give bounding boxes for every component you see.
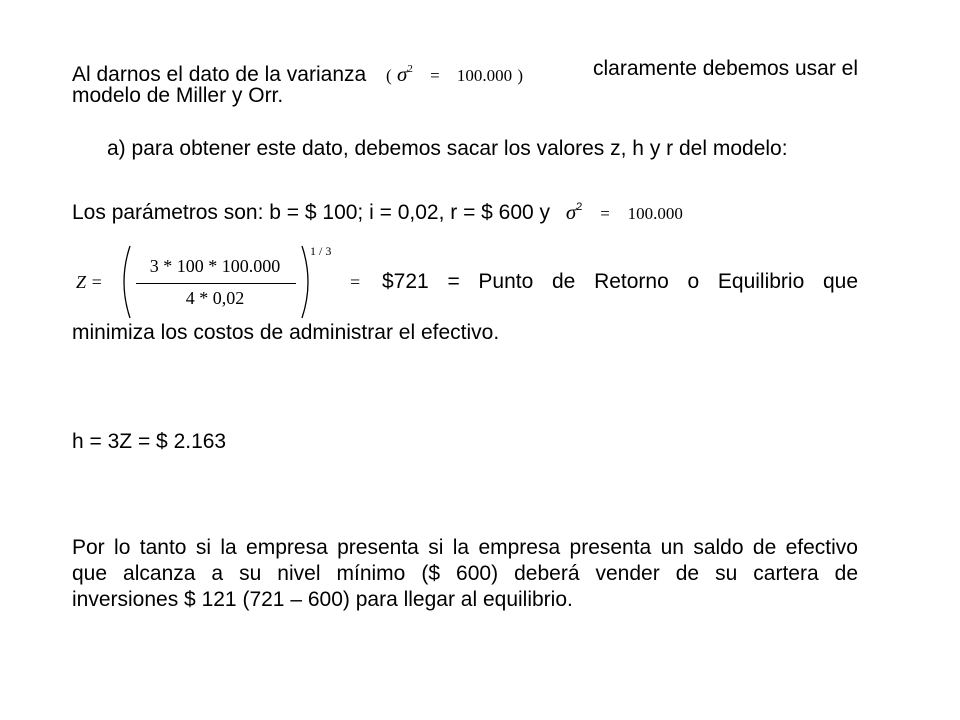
formula-denominator: 4 * 0,02 [185, 288, 245, 308]
formula-equals: = [350, 272, 361, 292]
conclusion-line-2: que alcanza a su nivel mínimo ($ 600) deberá vender de su cartera de [72, 562, 858, 585]
formula-exponent: 1 / 3 [310, 244, 332, 258]
sigma-symbol: σ [565, 200, 577, 224]
formula-equals-2: = [447, 270, 460, 293]
item-a [107, 136, 788, 162]
parameters-line: Los parámetros son: b = $ 100; i = 0,02, r = $ 600 y $\sigma^2 = 100.000$ [72, 200, 683, 224]
item-a-label: a) [107, 137, 126, 160]
formula-result-line [382, 270, 858, 294]
intro-text-a: Al darnos el dato de la varianza [72, 63, 367, 86]
parameters-text: Los parámetros son: b = $ 100; i = 0,02, r = $ 600 y [72, 201, 551, 224]
formula-continuation: minimiza los costos de administrar el efectivo. [72, 321, 500, 344]
conclusion-line-3: inversiones $ 121 (721 – 600) para llegar al equilibrio. [72, 588, 573, 611]
formula-numerator: 3 * 100 * 100.000 [149, 256, 281, 276]
h-value-line: h = 3Z = $ 2.163 [72, 430, 227, 453]
conclusion-line-1: Por lo tanto si la empresa presenta si la empresa presenta un saldo de efectivo [72, 536, 858, 559]
fraction-bar [136, 283, 296, 284]
formula-description: Punto de Retorno o Equilibrio que [478, 270, 859, 293]
variance-expression: ( $\sigma^2 = 100.000$ ) [386, 62, 524, 86]
intro-line-2: modelo de Miller y Orr. [72, 84, 284, 107]
formula-result: $721 [382, 270, 429, 293]
formula-block [72, 240, 858, 320]
sigma-symbol: σ [396, 62, 408, 86]
intro-text-b: claramente debemos usar el [593, 57, 858, 80]
formula-lhs: Z = [76, 272, 103, 292]
item-a-text: para obtener este dato, debemos sacar los valores z, h y r del modelo: [131, 137, 788, 160]
